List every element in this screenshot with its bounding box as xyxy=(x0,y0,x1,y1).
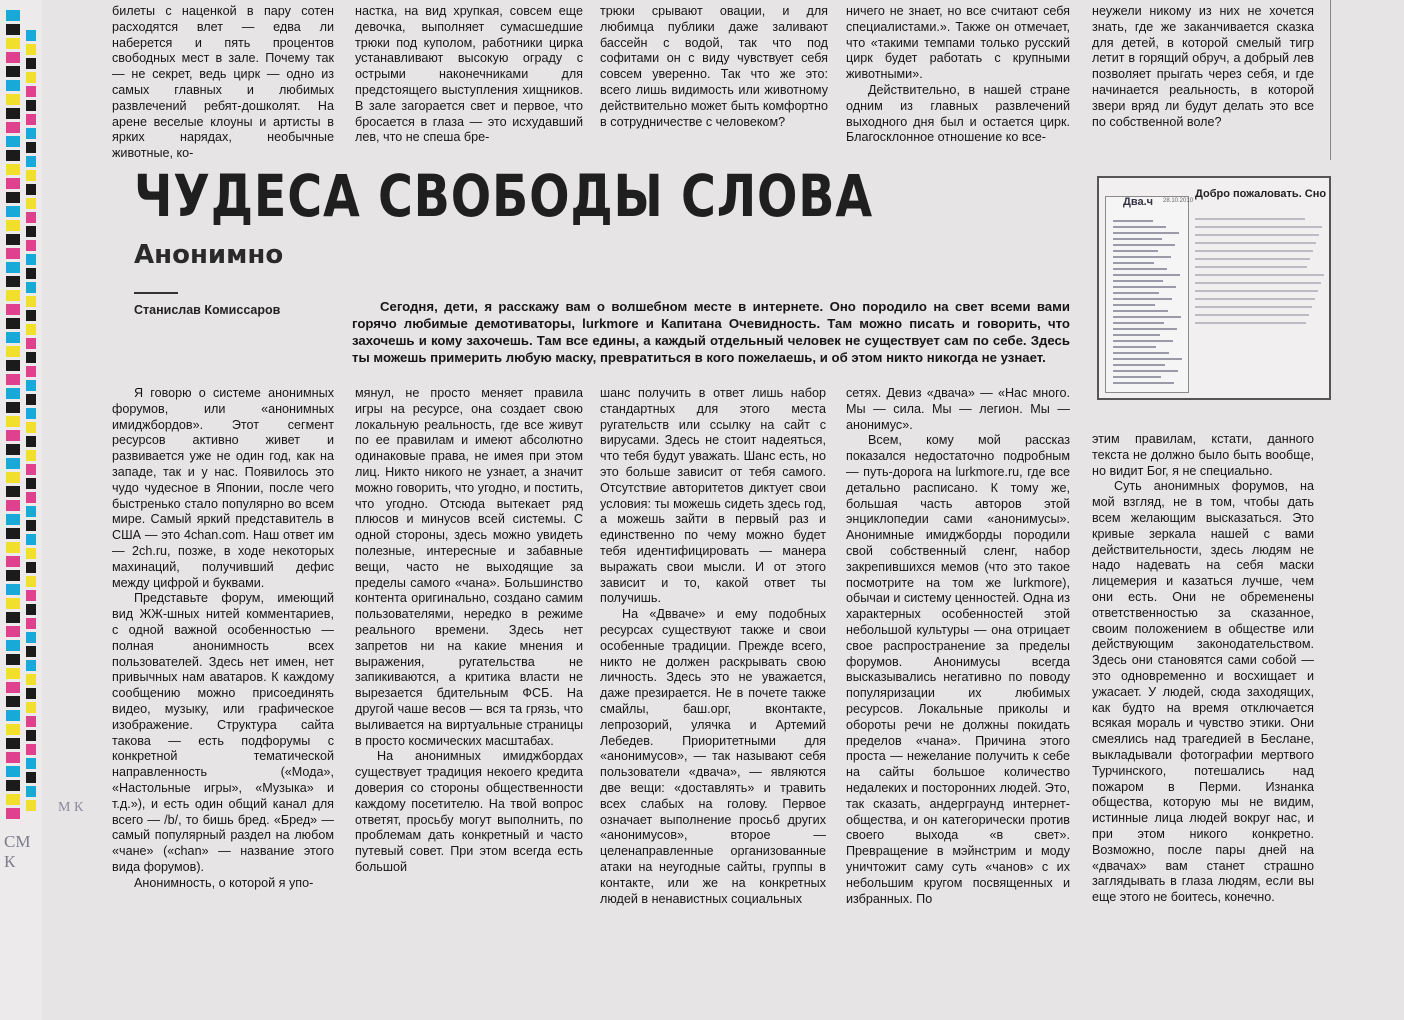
color-bar xyxy=(26,702,36,713)
forum-text-line xyxy=(1195,282,1321,284)
forum-sidebar-link xyxy=(1113,238,1162,240)
color-bar xyxy=(26,156,36,167)
forum-text-line xyxy=(1195,314,1309,316)
forum-text-line xyxy=(1195,250,1313,252)
top-column-4: ничего не знает, но все считают себя специалистами.». Также он отмечает, что «такими темпами только русский цирк будет работать с крупными животными». Действительно, в нашей стране одним из главных развлечений выходного дня был и остается цирк. Благосклонное отношение ко все- xyxy=(846,4,1070,145)
color-bar xyxy=(26,436,36,447)
color-bar xyxy=(6,738,20,749)
color-bar xyxy=(6,626,20,637)
forum-sidebar-link xyxy=(1113,310,1168,312)
color-bar xyxy=(26,562,36,573)
color-bar xyxy=(6,150,20,161)
color-bar xyxy=(6,780,20,791)
headline: ЧУДЕСА СВОБОДЫ СЛОВА xyxy=(134,162,873,230)
body-column-2: мянул, не просто меняет правила игры на ресурсе, она создает свою локальную реальность, где все живут по ее правилам и имеют абсолютно одинаковые права, не имея при этом лиц. Никто никого не узнает, а значит можно говорить, что угодно, и постить, что угодно. Отсюда вытекает ряд плюсов и минусов всей системы. С одной стороны, здесь можно увидеть полезные, интересные и забавные вещи, часто не выходящие за пределы самого «чана». Большинство контента оригинально, создано самим пользователями, нередко в режиме реального времени. Здесь нет запретов ни на какие мнения и выражения, ругательства не запикиваются, а критика власти не вырезается бдительным ФСБ. На другой чаше весов — вся та грязь, что выливается на виртуальные страницы в просто космических масштабах. На анонимных имиджбордах существует традиция некоего кредита доверия со стороны общественности каждому посетителю. На твой вопрос ответят, просьбу могут выполнить, по проблемам дать конкретный и часто путевый совет. При этом всегда есть большой xyxy=(355,386,583,874)
color-bar xyxy=(26,590,36,601)
color-bar xyxy=(6,248,20,259)
lead-paragraph: Сегодня, дети, я расскажу вам о волшебном месте в интернете. Оно породило на свет всеми вами горячо любимые демотиваторы, lurkmore и Капитана Очевидность. Там можно писать и говорить, что захочешь и кому захочешь. Там все едины, а каждый отдельный человек не существует сам по себе. Здесь ты можешь примерить любую маску, превратиться в кого пожелаешь, и об этом никто никогда не узнает. xyxy=(352,299,1070,365)
color-bar xyxy=(26,772,36,783)
color-bar xyxy=(6,276,20,287)
color-bar xyxy=(6,122,20,133)
color-bar xyxy=(26,324,36,335)
color-bar xyxy=(26,366,36,377)
color-bar xyxy=(6,164,20,175)
forum-text-line xyxy=(1195,258,1310,260)
color-bar xyxy=(6,66,20,77)
color-bar xyxy=(6,724,20,735)
color-bar xyxy=(6,556,20,567)
color-bar xyxy=(6,472,20,483)
forum-date: 28.10.2010 xyxy=(1163,198,1194,204)
body-column-1: Я говорю о системе анонимных форумов, или «анонимных имиджбордов». Этот сегмент ресурсов активно живет и развивается уже не один год, как на западе, так и у нас. Появилось это чудо чудесное в Японии, после чего быстренько стало популярно во всем мире. Самый яркий представитель в США — это 4chan.com. Наш ответ им — 2ch.ru, позже, в ходе некоторых махинаций, получивший дефис между цифрой и буквами. Представьте форум, имеющий вид ЖЖ-шных нитей комментариев, с одной важной особенностью — полная анонимность всех пользователей. Здесь нет имен, нет привычных нам аватаров. К каждому сообщению можно присоединять видео, музыку, или графическое изображение. Структура сайта такова — есть подфорумы с конкретной тематической направленность («Мода», «Настольные игры», «Музыка» и т.д.»), и есть один общий канал для всего — /b/, то бишь бред. «Бред» — самый популярный раздел на любом «чане» («chan» — название этого вида форумов). Анонимность, о которой я упо- xyxy=(112,386,334,890)
color-bar xyxy=(6,612,20,623)
color-bar xyxy=(6,808,20,819)
color-bar xyxy=(26,758,36,769)
color-bar xyxy=(6,430,20,441)
color-bar xyxy=(26,506,36,517)
color-bar xyxy=(6,514,20,525)
color-bar xyxy=(26,212,36,223)
color-bar xyxy=(6,668,20,679)
color-bar xyxy=(6,220,20,231)
color-bar xyxy=(26,30,36,41)
forum-sidebar-link xyxy=(1113,262,1154,264)
forum-sidebar-link xyxy=(1113,268,1167,270)
color-bar xyxy=(6,234,20,245)
color-bar xyxy=(26,142,36,153)
color-bar xyxy=(6,262,20,273)
forum-sidebar-link xyxy=(1113,274,1180,276)
forum-sidebar-link xyxy=(1113,250,1158,252)
forum-welcome-title: Добро пожаловать. Сно xyxy=(1195,188,1327,200)
color-bar xyxy=(6,206,20,217)
forum-sidebar-link xyxy=(1113,328,1177,330)
color-bar xyxy=(6,136,20,147)
forum-sidebar-link xyxy=(1113,364,1165,366)
color-bar xyxy=(26,422,36,433)
color-bar xyxy=(6,794,20,805)
color-bar xyxy=(26,646,36,657)
color-bar xyxy=(6,304,20,315)
color-bar xyxy=(6,108,20,119)
color-bar xyxy=(26,72,36,83)
top-column-1: билеты с наценкой в пару сотен расходятся влет — едва ли наберется и пять процентов свободных мест в зале. Почему так — не секрет, ведь цирк — одно из самых главных и любимых развлечений ребят-дошколят. На арене веселые клоуны и артисты в ярких нарядах, необычные животные, ко- xyxy=(112,4,334,161)
body-column-3: шанс получить в ответ лишь набор стандартных для этого места ругательств или ссылку на сайт с вирусами. Здесь не стоит надеяться, что тебя будут уважать. Шанс есть, но это больше зависит от тебя самого. Отсутствие авторитетов диктует свои условия: ты можешь сидеть здесь год, а можешь зайти в первый раз и единственно по чему можно будет тебя идентифицировать — манера выражать свои мысли. И от этого зависит и то, какой ответ ты получишь. На «Двваче» и ему подобных ресурсах существуют также и свои особенные традиции. Прежде всего, никто не должен раскрывать свою личность. Здесь это не уважается, даже презирается. Не в почете также смайлы, баш.орг, вконтакте, лепрозорий, улячка и Артемий Лебедев. Приоритетными для «анонимусов», — так называют себя пользователи «двача», — являются две вещи: «доставлять» и травить всех слабых на голову. Первое означает выполнение просьб других «анонимусов», второе — целенаправленные организованные атаки на неугодные сайты, группы в контакте, или же на конкретных людей в ненавистных социальных xyxy=(600,386,826,906)
color-bar xyxy=(26,730,36,741)
color-bar xyxy=(6,458,20,469)
forum-text-line xyxy=(1195,242,1316,244)
forum-sidebar-link xyxy=(1113,292,1159,294)
forum-text-line xyxy=(1195,322,1306,324)
subheadline: Анонимно xyxy=(134,240,284,270)
forum-text-line xyxy=(1195,298,1315,300)
color-bar xyxy=(6,24,20,35)
color-bar xyxy=(26,310,36,321)
forum-sidebar-link xyxy=(1113,304,1155,306)
color-bar xyxy=(26,408,36,419)
top-column-3: трюки срывают овации, и для любимца публики даже заливают бассейн с водой, так что под софитами он с виду чувствует себя совсем уверенно. Так что же это: всего лишь видимость или животному действительно может быть комфортно в сотрудничестве с человеком? xyxy=(600,4,828,129)
forum-text-line xyxy=(1195,234,1319,236)
color-bar xyxy=(6,416,20,427)
color-bar xyxy=(26,86,36,97)
forum-sidebar-link xyxy=(1113,298,1172,300)
forum-sidebar-link xyxy=(1113,232,1179,234)
color-bar xyxy=(26,450,36,461)
color-bar xyxy=(6,332,20,343)
color-bar xyxy=(6,94,20,105)
color-bar xyxy=(26,660,36,671)
color-bar xyxy=(6,178,20,189)
color-bar xyxy=(26,296,36,307)
forum-sidebar-link xyxy=(1113,370,1178,372)
color-bar xyxy=(26,268,36,279)
color-bar xyxy=(6,696,20,707)
color-bar xyxy=(26,58,36,69)
forum-sidebar-link xyxy=(1113,340,1173,342)
color-bar xyxy=(6,290,20,301)
color-bar xyxy=(26,786,36,797)
forum-logo: Два.ч xyxy=(1123,196,1154,208)
color-bar xyxy=(6,766,20,777)
forum-sidebar-link xyxy=(1113,358,1182,360)
color-bar xyxy=(26,282,36,293)
forum-text-line xyxy=(1195,274,1324,276)
forum-sidebar-link xyxy=(1113,220,1153,222)
top-column-2: настка, на вид хрупкая, совсем еще девочка, выполняет сумасшедшие трюки под куполом, работники цирка устанавливают высокую ограду с острыми наконечниками для предстоящего выступления хищников. В зале загорается свет и первое, что бросается в глаза — это исхудавший лев, что не спеша бре- xyxy=(355,4,583,145)
color-bar xyxy=(26,128,36,139)
color-bar xyxy=(6,80,20,91)
color-bar xyxy=(26,534,36,545)
color-bar xyxy=(6,402,20,413)
author-byline: Станислав Комиссаров xyxy=(134,303,281,317)
color-bar xyxy=(26,688,36,699)
color-bar xyxy=(26,114,36,125)
color-bar xyxy=(6,640,20,651)
body-column-4: сетях. Девиз «двача» — «Нас много. Мы — сила. Мы — легион. Мы — анонимус». Всем, кому мой рассказ показался недостаточно подробным — путь-дорога на lurkmore.ru, где все детально расписано. К тому же, большая часть авторов этой энциклопедии сами «анонимусы». Анонимные имиджборды породили свой собственный сленг, набор закрепившихся мемов (что это такое посмотрите на том же lurkmore), обычаи и систему ценностей. Одна из характерных особенностей этой небольшой культуры — она отрицает свое распространение за пределы форумов. Анонимусы всегда высказывались негативно по поводу популяризации их любимых ресурсов. Локальные приколы и обороты речи не должны покидать пределов «чана». Причина этого проста — нежелание получить к себе на сайты большое количество недалеких и посторонних людей. Это, так сказать, андерграунд интернет-общества, и он категорически против своего выхода «в свет». Превращение в мэйнстрим и моду уничтожит саму суть «чанов» с их небольшим кругом посвященных и избранных. По xyxy=(846,386,1070,906)
forum-sidebar-link xyxy=(1113,382,1174,384)
forum-sidebar-link xyxy=(1113,352,1169,354)
forum-sidebar-link xyxy=(1113,226,1166,228)
color-bar xyxy=(26,576,36,587)
column-rule-right xyxy=(1330,0,1331,160)
forum-screenshot xyxy=(1097,176,1331,400)
forum-sidebar-link xyxy=(1113,256,1171,258)
print-mark-edge: М К xyxy=(58,800,84,815)
color-bar xyxy=(26,352,36,363)
color-bar xyxy=(26,184,36,195)
forum-text-line xyxy=(1195,290,1318,292)
color-bar xyxy=(6,388,20,399)
color-bar xyxy=(6,542,20,553)
color-bar xyxy=(26,380,36,391)
color-bar xyxy=(26,240,36,251)
color-bar xyxy=(26,100,36,111)
color-bar xyxy=(6,598,20,609)
color-bar xyxy=(26,338,36,349)
color-bar xyxy=(6,584,20,595)
forum-text-line xyxy=(1195,306,1312,308)
color-bar xyxy=(26,464,36,475)
body-column-5: этим правилам, кстати, данного текста не должно было быть вообще, но видит Бог, я не специально. Суть анонимных форумов, на мой взгляд, не в том, чтобы дать всем желающим высказаться. Это кривые зеркала нашей с вами действительности, здесь людям не надо надевать на себя маски лицемерия и казаться лучше, чем они есть. Они не обременены ответственностью за сказанное, своим положением в обществе или действующим законодательством. Здесь они становятся сами собой — это одновременно и восхищает и ужасает. У людей, сюда заходящих, как будто на время отключается всякая мораль и чувство этики. Они смеялись над трагедией в Беслане, выкладывали фотографии мертвого Турчинского, потешались над пожаром в Перми. Изнанка общества, которую мы не видим, истинные лица людей вокруг нас, и при этом никого конкретно. Возможно, после пары дней на «двачах» вам станет страшно заглядывать в глаза людям, если вы еще этого не боитесь, конечно. xyxy=(1092,432,1314,905)
color-bar xyxy=(26,604,36,615)
forum-text-line xyxy=(1195,226,1322,228)
color-bar xyxy=(26,170,36,181)
forum-sidebar-link xyxy=(1113,334,1160,336)
color-bar xyxy=(26,44,36,55)
print-mark-left: СМ К xyxy=(4,832,31,871)
forum-sidebar-link xyxy=(1113,286,1176,288)
top-column-5: неужели никому из них не хочется знать, где же заканчивается сказка для детей, в которой смелый тигр летит в горящий обруч, а добрый лев позволяет прыгать через себя, и где начинается реальность, в которой звери вряд ли будут делать это все по собственной воле? xyxy=(1092,4,1314,129)
forum-sidebar-link xyxy=(1113,244,1175,246)
color-bar xyxy=(6,444,20,455)
color-bar xyxy=(26,618,36,629)
color-bar xyxy=(26,492,36,503)
color-bar xyxy=(26,394,36,405)
forum-sidebar-link xyxy=(1113,376,1161,378)
forum-text-line xyxy=(1195,266,1307,268)
color-bar xyxy=(6,52,20,63)
color-bar xyxy=(6,752,20,763)
forum-sidebar-link xyxy=(1113,322,1164,324)
color-bar xyxy=(26,800,36,811)
color-bar xyxy=(26,716,36,727)
color-registration-strip xyxy=(0,0,42,1020)
color-bar xyxy=(26,674,36,685)
color-bar xyxy=(26,254,36,265)
color-bar xyxy=(6,500,20,511)
forum-sidebar-link xyxy=(1113,346,1156,348)
forum-sidebar-link xyxy=(1113,280,1163,282)
color-bar xyxy=(26,478,36,489)
color-bar xyxy=(6,318,20,329)
color-bar xyxy=(6,38,20,49)
color-bar xyxy=(26,198,36,209)
color-bar xyxy=(6,710,20,721)
color-bar xyxy=(6,192,20,203)
color-bar xyxy=(6,654,20,665)
forum-text-line xyxy=(1195,218,1305,220)
color-bar xyxy=(6,10,20,21)
color-bar xyxy=(26,744,36,755)
color-bar xyxy=(26,226,36,237)
color-bar xyxy=(6,374,20,385)
color-bar xyxy=(6,486,20,497)
color-bar xyxy=(26,520,36,531)
color-bar xyxy=(26,548,36,559)
forum-sidebar-link xyxy=(1113,316,1181,318)
color-bar xyxy=(6,570,20,581)
color-bar xyxy=(26,632,36,643)
color-bar xyxy=(6,346,20,357)
color-bar xyxy=(6,528,20,539)
color-bar xyxy=(6,682,20,693)
color-bar xyxy=(6,360,20,371)
author-rule xyxy=(134,292,178,294)
